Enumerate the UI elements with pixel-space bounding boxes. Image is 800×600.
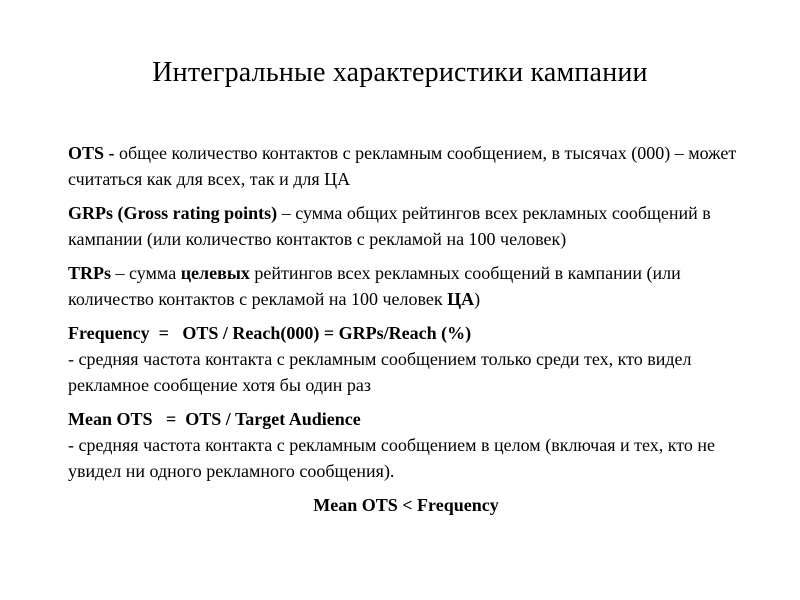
grps-term: GRPs (Gross rating points) [68,203,278,223]
trps-close: ) [474,289,481,309]
trps-text-before: – сумма [111,263,181,283]
ots-term: OTS - [68,143,115,163]
trps-text-after: рейтингов всех рекламных сообщений в кампании (или количество контактов с рекламой на 100 человек [68,263,681,309]
trps-emphasis: целевых [180,263,250,283]
slide-content [68,140,758,518]
mean-ots-definition [68,406,758,484]
frequency-formula: Frequency = OTS / Reach(000) = GRPs/Reach (%) [68,323,472,343]
conclusion-formula: Mean OTS < Frequency [313,495,499,515]
frequency-text: - средняя частота контакта с рекламным сообщением только среди тех, кто видел рекламное сообщение хотя бы один раз [68,349,692,395]
ots-definition [68,140,758,192]
mean-ots-text: - средняя частота контакта с рекламным сообщением в целом (включая и тех, кто не увидел ни одного рекламного сообщения). [68,435,716,481]
mean-ots-formula: Mean OTS = OTS / Target Audience [68,409,361,429]
grps-definition [68,200,758,252]
trps-term: TRPs [68,263,112,283]
slide-title: Интегральные характеристики кампании [152,57,648,88]
trps-emphasis-end: ЦА [447,289,475,309]
grps-text: – сумма общих рейтингов всех рекламных сообщений в кампании (или количество контактов с рекламой на 100 человек) [68,203,711,249]
frequency-definition [68,320,758,398]
ots-text: общее количество контактов с рекламным сообщением, в тысячах (000) – может считаться как для всех, так и для ЦА [68,143,737,189]
trps-definition [68,260,758,312]
